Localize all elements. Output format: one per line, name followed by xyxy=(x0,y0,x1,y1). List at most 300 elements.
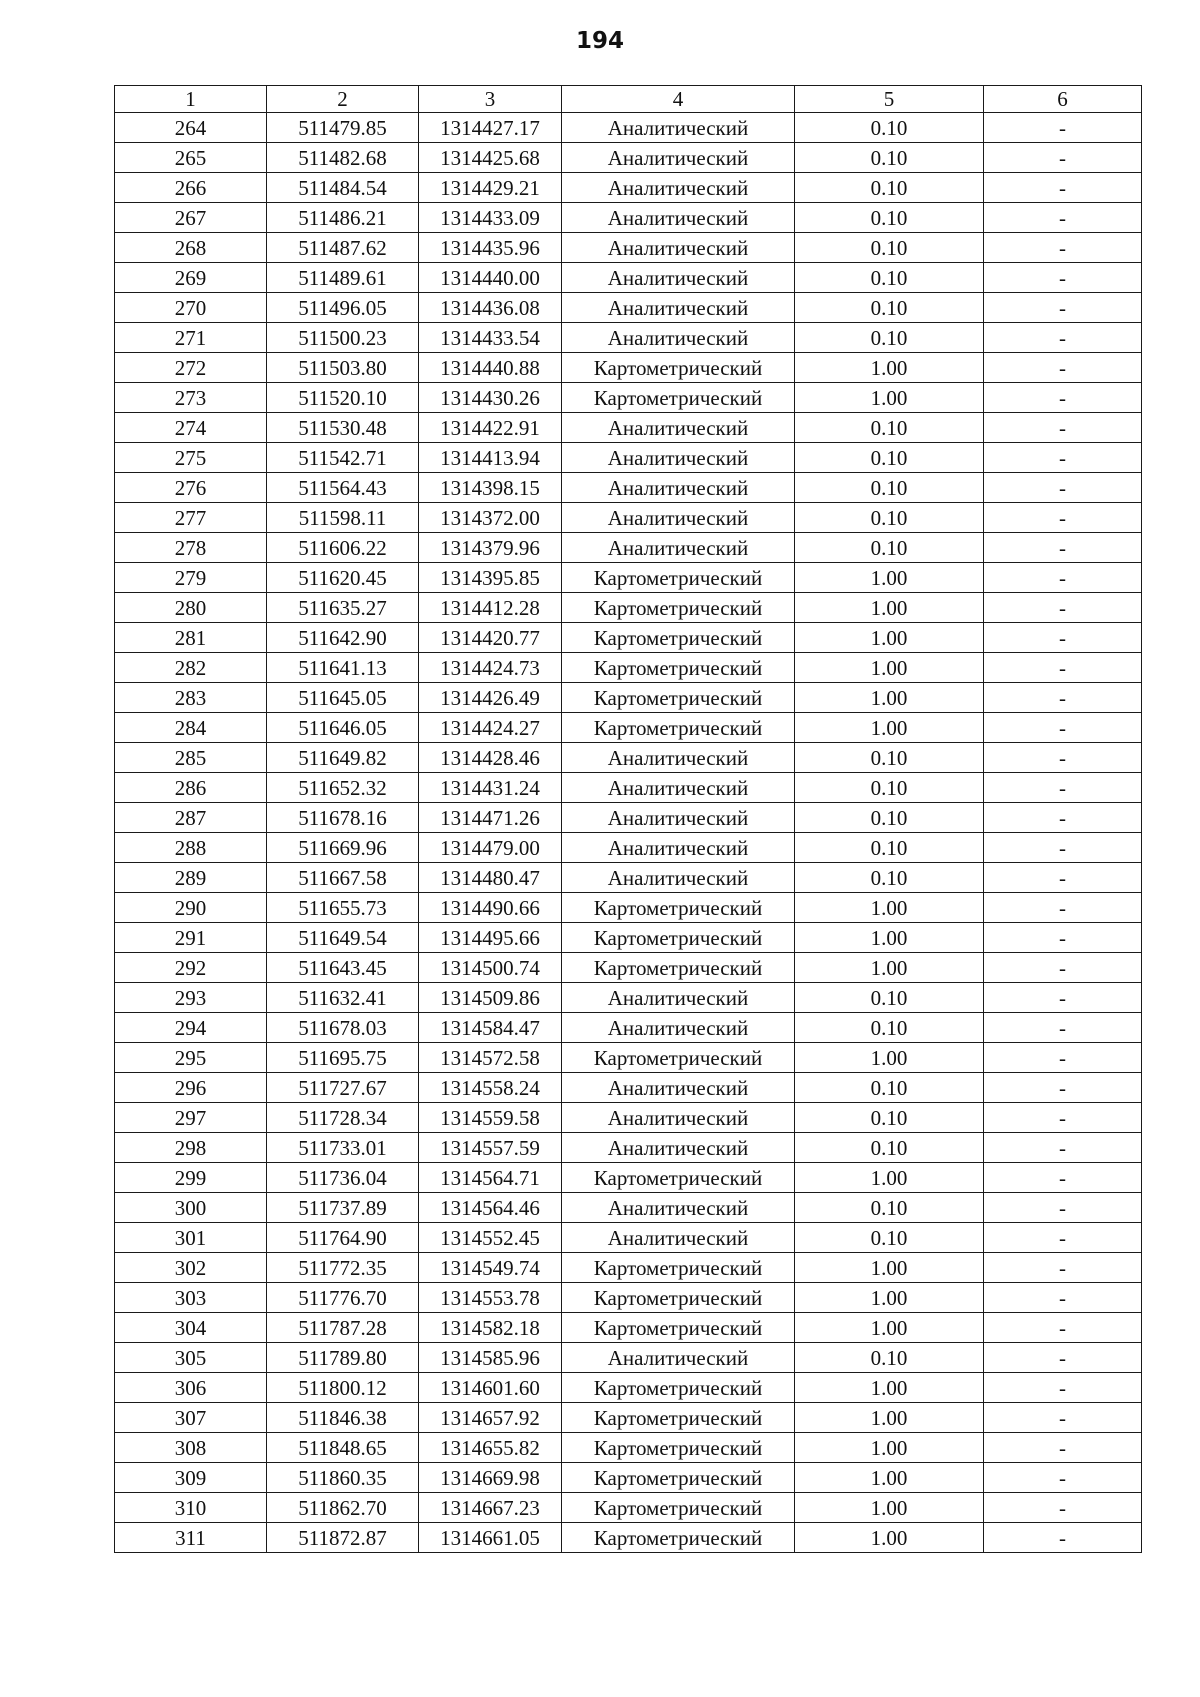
y-coordinate-cell: 1314480.47 xyxy=(419,863,562,893)
accuracy-cell: 1.00 xyxy=(795,383,984,413)
method-cell: Аналитический xyxy=(562,143,795,173)
accuracy-cell: 1.00 xyxy=(795,1523,984,1553)
y-coordinate-cell: 1314509.86 xyxy=(419,983,562,1013)
accuracy-cell: 0.10 xyxy=(795,293,984,323)
table-row xyxy=(115,1103,1142,1133)
method-cell: Аналитический xyxy=(562,833,795,863)
table-row xyxy=(115,1403,1142,1433)
method-cell: Картометрический xyxy=(562,1433,795,1463)
x-coordinate-cell: 511789.80 xyxy=(267,1343,419,1373)
table-row xyxy=(115,743,1142,773)
description-cell: - xyxy=(984,833,1142,863)
method-cell: Аналитический xyxy=(562,203,795,233)
y-coordinate-cell: 1314552.45 xyxy=(419,1223,562,1253)
method-cell: Аналитический xyxy=(562,743,795,773)
method-cell: Картометрический xyxy=(562,953,795,983)
table-row xyxy=(115,953,1142,983)
description-cell: - xyxy=(984,1073,1142,1103)
accuracy-cell: 0.10 xyxy=(795,803,984,833)
y-coordinate-cell: 1314479.00 xyxy=(419,833,562,863)
x-coordinate-cell: 511645.05 xyxy=(267,683,419,713)
point-number-cell: 285 xyxy=(115,743,267,773)
accuracy-cell: 0.10 xyxy=(795,473,984,503)
description-cell: - xyxy=(984,923,1142,953)
x-coordinate-cell: 511520.10 xyxy=(267,383,419,413)
table-row xyxy=(115,383,1142,413)
accuracy-cell: 0.10 xyxy=(795,443,984,473)
point-number-cell: 273 xyxy=(115,383,267,413)
header-cell-6: 6 xyxy=(984,86,1142,113)
x-coordinate-cell: 511737.89 xyxy=(267,1193,419,1223)
y-coordinate-cell: 1314398.15 xyxy=(419,473,562,503)
y-coordinate-cell: 1314435.96 xyxy=(419,233,562,263)
method-cell: Аналитический xyxy=(562,473,795,503)
accuracy-cell: 0.10 xyxy=(795,863,984,893)
accuracy-cell: 0.10 xyxy=(795,503,984,533)
header-cell-1: 1 xyxy=(115,86,267,113)
x-coordinate-cell: 511733.01 xyxy=(267,1133,419,1163)
description-cell: - xyxy=(984,443,1142,473)
y-coordinate-cell: 1314495.66 xyxy=(419,923,562,953)
x-coordinate-cell: 511496.05 xyxy=(267,293,419,323)
x-coordinate-cell: 511598.11 xyxy=(267,503,419,533)
method-cell: Аналитический xyxy=(562,1193,795,1223)
method-cell: Аналитический xyxy=(562,323,795,353)
method-cell: Аналитический xyxy=(562,1343,795,1373)
description-cell: - xyxy=(984,473,1142,503)
description-cell: - xyxy=(984,1523,1142,1553)
accuracy-cell: 1.00 xyxy=(795,893,984,923)
point-number-cell: 271 xyxy=(115,323,267,353)
header-cell-4: 4 xyxy=(562,86,795,113)
point-number-cell: 288 xyxy=(115,833,267,863)
description-cell: - xyxy=(984,323,1142,353)
y-coordinate-cell: 1314412.28 xyxy=(419,593,562,623)
accuracy-cell: 0.10 xyxy=(795,743,984,773)
description-cell: - xyxy=(984,533,1142,563)
description-cell: - xyxy=(984,683,1142,713)
point-number-cell: 309 xyxy=(115,1463,267,1493)
method-cell: Аналитический xyxy=(562,1073,795,1103)
description-cell: - xyxy=(984,1253,1142,1283)
x-coordinate-cell: 511530.48 xyxy=(267,413,419,443)
method-cell: Аналитический xyxy=(562,533,795,563)
y-coordinate-cell: 1314424.27 xyxy=(419,713,562,743)
x-coordinate-cell: 511642.90 xyxy=(267,623,419,653)
description-cell: - xyxy=(984,1433,1142,1463)
method-cell: Картометрический xyxy=(562,923,795,953)
accuracy-cell: 1.00 xyxy=(795,1043,984,1073)
description-cell: - xyxy=(984,1403,1142,1433)
x-coordinate-cell: 511667.58 xyxy=(267,863,419,893)
x-coordinate-cell: 511860.35 xyxy=(267,1463,419,1493)
accuracy-cell: 0.10 xyxy=(795,413,984,443)
method-cell: Картометрический xyxy=(562,623,795,653)
x-coordinate-cell: 511487.62 xyxy=(267,233,419,263)
table-row xyxy=(115,563,1142,593)
x-coordinate-cell: 511678.03 xyxy=(267,1013,419,1043)
y-coordinate-cell: 1314424.73 xyxy=(419,653,562,683)
y-coordinate-cell: 1314395.85 xyxy=(419,563,562,593)
method-cell: Картометрический xyxy=(562,593,795,623)
table-row xyxy=(115,833,1142,863)
point-number-cell: 297 xyxy=(115,1103,267,1133)
x-coordinate-cell: 511872.87 xyxy=(267,1523,419,1553)
y-coordinate-cell: 1314669.98 xyxy=(419,1463,562,1493)
point-number-cell: 286 xyxy=(115,773,267,803)
description-cell: - xyxy=(984,893,1142,923)
point-number-cell: 295 xyxy=(115,1043,267,1073)
point-number-cell: 268 xyxy=(115,233,267,263)
point-number-cell: 301 xyxy=(115,1223,267,1253)
method-cell: Картометрический xyxy=(562,1523,795,1553)
x-coordinate-cell: 511649.54 xyxy=(267,923,419,953)
description-cell: - xyxy=(984,653,1142,683)
accuracy-cell: 1.00 xyxy=(795,1253,984,1283)
y-coordinate-cell: 1314427.17 xyxy=(419,113,562,143)
y-coordinate-cell: 1314667.23 xyxy=(419,1493,562,1523)
table-row xyxy=(115,1193,1142,1223)
method-cell: Аналитический xyxy=(562,773,795,803)
method-cell: Аналитический xyxy=(562,233,795,263)
table-row xyxy=(115,503,1142,533)
accuracy-cell: 1.00 xyxy=(795,1283,984,1313)
table-row xyxy=(115,1223,1142,1253)
table-row xyxy=(115,263,1142,293)
method-cell: Картометрический xyxy=(562,1313,795,1343)
point-number-cell: 279 xyxy=(115,563,267,593)
accuracy-cell: 1.00 xyxy=(795,1163,984,1193)
y-coordinate-cell: 1314564.71 xyxy=(419,1163,562,1193)
description-cell: - xyxy=(984,203,1142,233)
y-coordinate-cell: 1314584.47 xyxy=(419,1013,562,1043)
description-cell: - xyxy=(984,1133,1142,1163)
y-coordinate-cell: 1314428.46 xyxy=(419,743,562,773)
description-cell: - xyxy=(984,1193,1142,1223)
description-cell: - xyxy=(984,233,1142,263)
point-number-cell: 310 xyxy=(115,1493,267,1523)
table-row xyxy=(115,413,1142,443)
accuracy-cell: 1.00 xyxy=(795,1433,984,1463)
description-cell: - xyxy=(984,503,1142,533)
y-coordinate-cell: 1314585.96 xyxy=(419,1343,562,1373)
point-number-cell: 300 xyxy=(115,1193,267,1223)
point-number-cell: 265 xyxy=(115,143,267,173)
point-number-cell: 267 xyxy=(115,203,267,233)
accuracy-cell: 0.10 xyxy=(795,1013,984,1043)
x-coordinate-cell: 511652.32 xyxy=(267,773,419,803)
x-coordinate-cell: 511500.23 xyxy=(267,323,419,353)
x-coordinate-cell: 511564.43 xyxy=(267,473,419,503)
y-coordinate-cell: 1314425.68 xyxy=(419,143,562,173)
y-coordinate-cell: 1314420.77 xyxy=(419,623,562,653)
accuracy-cell: 1.00 xyxy=(795,563,984,593)
table-row xyxy=(115,1283,1142,1313)
method-cell: Картометрический xyxy=(562,713,795,743)
accuracy-cell: 0.10 xyxy=(795,233,984,263)
y-coordinate-cell: 1314440.88 xyxy=(419,353,562,383)
x-coordinate-cell: 511484.54 xyxy=(267,173,419,203)
point-number-cell: 311 xyxy=(115,1523,267,1553)
x-coordinate-cell: 511764.90 xyxy=(267,1223,419,1253)
description-cell: - xyxy=(984,983,1142,1013)
table-row xyxy=(115,1163,1142,1193)
table-row xyxy=(115,1073,1142,1103)
y-coordinate-cell: 1314471.26 xyxy=(419,803,562,833)
x-coordinate-cell: 511728.34 xyxy=(267,1103,419,1133)
method-cell: Картометрический xyxy=(562,683,795,713)
y-coordinate-cell: 1314559.58 xyxy=(419,1103,562,1133)
y-coordinate-cell: 1314413.94 xyxy=(419,443,562,473)
table-body xyxy=(115,113,1142,1553)
y-coordinate-cell: 1314431.24 xyxy=(419,773,562,803)
point-number-cell: 306 xyxy=(115,1373,267,1403)
accuracy-cell: 0.10 xyxy=(795,533,984,563)
x-coordinate-cell: 511503.80 xyxy=(267,353,419,383)
x-coordinate-cell: 511620.45 xyxy=(267,563,419,593)
method-cell: Картометрический xyxy=(562,383,795,413)
point-number-cell: 296 xyxy=(115,1073,267,1103)
y-coordinate-cell: 1314379.96 xyxy=(419,533,562,563)
accuracy-cell: 1.00 xyxy=(795,953,984,983)
point-number-cell: 302 xyxy=(115,1253,267,1283)
point-number-cell: 272 xyxy=(115,353,267,383)
header-cell-2: 2 xyxy=(267,86,419,113)
description-cell: - xyxy=(984,743,1142,773)
accuracy-cell: 1.00 xyxy=(795,1373,984,1403)
point-number-cell: 287 xyxy=(115,803,267,833)
accuracy-cell: 0.10 xyxy=(795,1193,984,1223)
accuracy-cell: 1.00 xyxy=(795,1403,984,1433)
accuracy-cell: 0.10 xyxy=(795,323,984,353)
y-coordinate-cell: 1314553.78 xyxy=(419,1283,562,1313)
table-row xyxy=(115,1013,1142,1043)
accuracy-cell: 1.00 xyxy=(795,593,984,623)
x-coordinate-cell: 511632.41 xyxy=(267,983,419,1013)
point-number-cell: 264 xyxy=(115,113,267,143)
method-cell: Картометрический xyxy=(562,1403,795,1433)
method-cell: Картометрический xyxy=(562,353,795,383)
header-cell-3: 3 xyxy=(419,86,562,113)
y-coordinate-cell: 1314430.26 xyxy=(419,383,562,413)
x-coordinate-cell: 511669.96 xyxy=(267,833,419,863)
description-cell: - xyxy=(984,773,1142,803)
point-number-cell: 305 xyxy=(115,1343,267,1373)
accuracy-cell: 0.10 xyxy=(795,1223,984,1253)
table-row xyxy=(115,233,1142,263)
table-row xyxy=(115,713,1142,743)
accuracy-cell: 0.10 xyxy=(795,203,984,233)
point-number-cell: 276 xyxy=(115,473,267,503)
description-cell: - xyxy=(984,1043,1142,1073)
point-number-cell: 308 xyxy=(115,1433,267,1463)
accuracy-cell: 0.10 xyxy=(795,143,984,173)
y-coordinate-cell: 1314582.18 xyxy=(419,1313,562,1343)
method-cell: Картометрический xyxy=(562,1163,795,1193)
point-number-cell: 303 xyxy=(115,1283,267,1313)
y-coordinate-cell: 1314558.24 xyxy=(419,1073,562,1103)
description-cell: - xyxy=(984,1013,1142,1043)
accuracy-cell: 1.00 xyxy=(795,923,984,953)
point-number-cell: 291 xyxy=(115,923,267,953)
table-row xyxy=(115,1133,1142,1163)
method-cell: Картометрический xyxy=(562,653,795,683)
accuracy-cell: 1.00 xyxy=(795,1463,984,1493)
table-row xyxy=(115,1043,1142,1073)
table-row xyxy=(115,1433,1142,1463)
description-cell: - xyxy=(984,623,1142,653)
point-number-cell: 298 xyxy=(115,1133,267,1163)
page-number: 194 xyxy=(575,28,624,54)
table-row xyxy=(115,1523,1142,1553)
x-coordinate-cell: 511848.65 xyxy=(267,1433,419,1463)
x-coordinate-cell: 511635.27 xyxy=(267,593,419,623)
method-cell: Аналитический xyxy=(562,1013,795,1043)
method-cell: Аналитический xyxy=(562,173,795,203)
accuracy-cell: 0.10 xyxy=(795,1343,984,1373)
header-cell-5: 5 xyxy=(795,86,984,113)
table-row xyxy=(115,353,1142,383)
point-number-cell: 294 xyxy=(115,1013,267,1043)
point-number-cell: 293 xyxy=(115,983,267,1013)
description-cell: - xyxy=(984,263,1142,293)
description-cell: - xyxy=(984,713,1142,743)
description-cell: - xyxy=(984,1103,1142,1133)
description-cell: - xyxy=(984,863,1142,893)
method-cell: Картометрический xyxy=(562,1373,795,1403)
accuracy-cell: 0.10 xyxy=(795,1073,984,1103)
x-coordinate-cell: 511649.82 xyxy=(267,743,419,773)
y-coordinate-cell: 1314429.21 xyxy=(419,173,562,203)
y-coordinate-cell: 1314490.66 xyxy=(419,893,562,923)
description-cell: - xyxy=(984,1223,1142,1253)
description-cell: - xyxy=(984,953,1142,983)
point-number-cell: 289 xyxy=(115,863,267,893)
table-row xyxy=(115,683,1142,713)
y-coordinate-cell: 1314657.92 xyxy=(419,1403,562,1433)
x-coordinate-cell: 511772.35 xyxy=(267,1253,419,1283)
method-cell: Аналитический xyxy=(562,293,795,323)
accuracy-cell: 1.00 xyxy=(795,653,984,683)
method-cell: Картометрический xyxy=(562,1283,795,1313)
x-coordinate-cell: 511787.28 xyxy=(267,1313,419,1343)
table-row xyxy=(115,293,1142,323)
method-cell: Картометрический xyxy=(562,1463,795,1493)
point-number-cell: 277 xyxy=(115,503,267,533)
description-cell: - xyxy=(984,563,1142,593)
point-number-cell: 307 xyxy=(115,1403,267,1433)
y-coordinate-cell: 1314422.91 xyxy=(419,413,562,443)
method-cell: Аналитический xyxy=(562,1223,795,1253)
table-row xyxy=(115,983,1142,1013)
x-coordinate-cell: 511482.68 xyxy=(267,143,419,173)
description-cell: - xyxy=(984,593,1142,623)
y-coordinate-cell: 1314661.05 xyxy=(419,1523,562,1553)
table-row xyxy=(115,593,1142,623)
table-row xyxy=(115,443,1142,473)
method-cell: Картометрический xyxy=(562,1493,795,1523)
point-number-cell: 304 xyxy=(115,1313,267,1343)
accuracy-cell: 0.10 xyxy=(795,1103,984,1133)
x-coordinate-cell: 511736.04 xyxy=(267,1163,419,1193)
table-row xyxy=(115,653,1142,683)
point-number-cell: 275 xyxy=(115,443,267,473)
description-cell: - xyxy=(984,1493,1142,1523)
description-cell: - xyxy=(984,1463,1142,1493)
table-row xyxy=(115,1373,1142,1403)
description-cell: - xyxy=(984,173,1142,203)
method-cell: Аналитический xyxy=(562,863,795,893)
point-number-cell: 290 xyxy=(115,893,267,923)
description-cell: - xyxy=(984,113,1142,143)
y-coordinate-cell: 1314372.00 xyxy=(419,503,562,533)
point-number-cell: 281 xyxy=(115,623,267,653)
table-row xyxy=(115,143,1142,173)
description-cell: - xyxy=(984,1343,1142,1373)
method-cell: Аналитический xyxy=(562,263,795,293)
x-coordinate-cell: 511606.22 xyxy=(267,533,419,563)
accuracy-cell: 1.00 xyxy=(795,1313,984,1343)
accuracy-cell: 1.00 xyxy=(795,1493,984,1523)
method-cell: Аналитический xyxy=(562,113,795,143)
table-row xyxy=(115,203,1142,233)
method-cell: Аналитический xyxy=(562,1133,795,1163)
y-coordinate-cell: 1314440.00 xyxy=(419,263,562,293)
point-number-cell: 292 xyxy=(115,953,267,983)
coordinates-table xyxy=(114,85,1142,1553)
table-row xyxy=(115,173,1142,203)
x-coordinate-cell: 511646.05 xyxy=(267,713,419,743)
x-coordinate-cell: 511862.70 xyxy=(267,1493,419,1523)
method-cell: Аналитический xyxy=(562,443,795,473)
y-coordinate-cell: 1314564.46 xyxy=(419,1193,562,1223)
accuracy-cell: 1.00 xyxy=(795,623,984,653)
accuracy-cell: 1.00 xyxy=(795,713,984,743)
table-row xyxy=(115,1253,1142,1283)
point-number-cell: 269 xyxy=(115,263,267,293)
method-cell: Аналитический xyxy=(562,983,795,1013)
point-number-cell: 282 xyxy=(115,653,267,683)
y-coordinate-cell: 1314433.54 xyxy=(419,323,562,353)
x-coordinate-cell: 511655.73 xyxy=(267,893,419,923)
y-coordinate-cell: 1314557.59 xyxy=(419,1133,562,1163)
method-cell: Картометрический xyxy=(562,893,795,923)
accuracy-cell: 0.10 xyxy=(795,173,984,203)
method-cell: Аналитический xyxy=(562,503,795,533)
accuracy-cell: 1.00 xyxy=(795,353,984,383)
x-coordinate-cell: 511641.13 xyxy=(267,653,419,683)
description-cell: - xyxy=(984,383,1142,413)
accuracy-cell: 0.10 xyxy=(795,833,984,863)
x-coordinate-cell: 511479.85 xyxy=(267,113,419,143)
table-row xyxy=(115,893,1142,923)
point-number-cell: 270 xyxy=(115,293,267,323)
table-row xyxy=(115,113,1142,143)
point-number-cell: 280 xyxy=(115,593,267,623)
description-cell: - xyxy=(984,1313,1142,1343)
method-cell: Аналитический xyxy=(562,1103,795,1133)
y-coordinate-cell: 1314572.58 xyxy=(419,1043,562,1073)
y-coordinate-cell: 1314655.82 xyxy=(419,1433,562,1463)
point-number-cell: 266 xyxy=(115,173,267,203)
table-row xyxy=(115,1343,1142,1373)
table-row xyxy=(115,803,1142,833)
point-number-cell: 283 xyxy=(115,683,267,713)
x-coordinate-cell: 511486.21 xyxy=(267,203,419,233)
accuracy-cell: 0.10 xyxy=(795,263,984,293)
accuracy-cell: 1.00 xyxy=(795,683,984,713)
description-cell: - xyxy=(984,1283,1142,1313)
